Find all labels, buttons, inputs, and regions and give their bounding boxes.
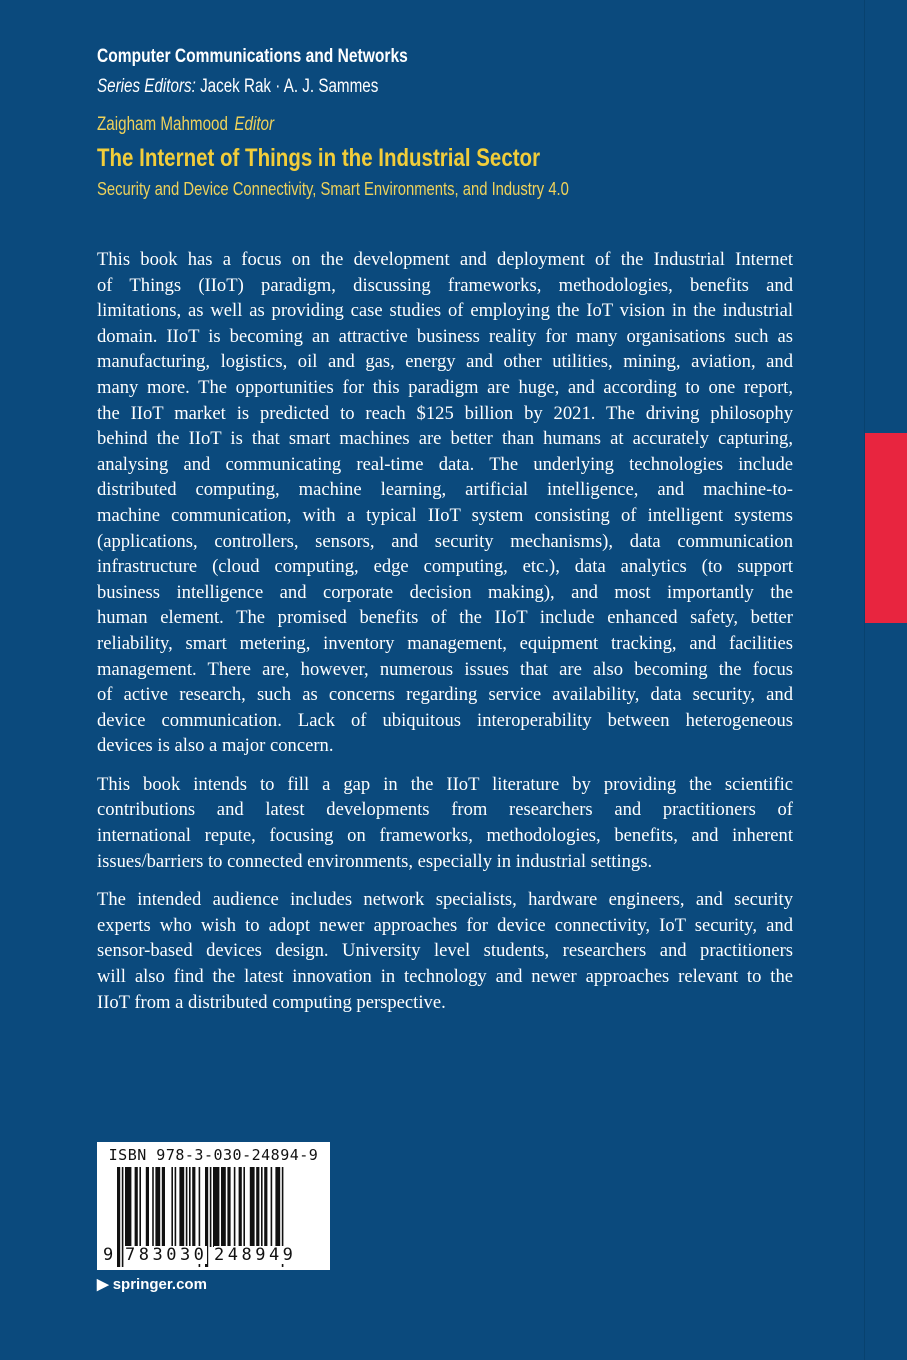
text-line: (applications, controllers, sensors, and security mechanisms), data communication bbox=[97, 530, 793, 552]
color-tab bbox=[865, 433, 907, 623]
text-line: reliability, smart metering, inventory management, equipment tracking, and facilities bbox=[97, 632, 793, 654]
paragraph bbox=[97, 772, 793, 874]
text-line: This book has a focus on the development and deployment of the Industrial Internet bbox=[97, 249, 793, 270]
barcode-bar bbox=[227, 1167, 230, 1247]
barcode-bar bbox=[261, 1167, 263, 1247]
text-line: distributed computing, machine learning, artificial intelligence, and machine-to- bbox=[97, 479, 793, 501]
text-line: experts who wish to adopt newer approaches for device connectivity, IoT security, and bbox=[97, 914, 793, 936]
spine-fold-line bbox=[864, 0, 865, 1360]
text-line: devices is also a major concern. bbox=[97, 735, 334, 757]
text-line: sensor-based devices design. University level students, researchers and practitioners bbox=[97, 940, 793, 962]
barcode-bar bbox=[250, 1167, 255, 1247]
series-editors-names: Jacek Rak · A. J. Sammes bbox=[200, 76, 379, 97]
publisher-link[interactable] bbox=[97, 1275, 207, 1293]
text-line: contributions and latest developments from researchers and practitioners of bbox=[97, 799, 793, 821]
text-line: business intelligence and corporate decision making), and most importantly the bbox=[97, 581, 793, 603]
paragraph bbox=[97, 887, 793, 1015]
barcode-bar bbox=[264, 1167, 267, 1247]
text-line: human element. The promised benefits of the IIoT include enhanced safety, better bbox=[97, 607, 793, 629]
barcode-bar bbox=[162, 1167, 165, 1247]
text-line: analysing and communicating real-time data. The underlying technologies include bbox=[97, 453, 793, 475]
text-line: domain. IIoT is becoming an attractive business reality for many organisations such as bbox=[97, 325, 793, 347]
barcode-bar bbox=[186, 1167, 188, 1247]
barcode-bar bbox=[192, 1167, 195, 1247]
barcode-bar bbox=[125, 1167, 131, 1247]
text-line: behind the IIoT is that smart machines are better than humans at accurately capturing, bbox=[97, 428, 793, 450]
book-title: The Internet of Things in the Industrial Sector bbox=[97, 144, 541, 172]
text-line: of active research, such as concerns regarding service availability, data security, and bbox=[97, 684, 793, 706]
text-line: management. There are, however, numerous issues that are also becoming the focus bbox=[97, 658, 793, 680]
editor-role: Editor bbox=[234, 114, 275, 135]
paragraph bbox=[97, 247, 793, 759]
text-line: will also find the latest innovation in technology and newer approaches relevant to the bbox=[97, 966, 793, 988]
text-line: device communication. Lack of ubiquitous interoperability between heterogeneous bbox=[97, 709, 793, 731]
blurb bbox=[97, 247, 793, 1028]
barcode-bar bbox=[152, 1167, 154, 1247]
text-line: issues/barriers to connected environments, especially in industrial settings. bbox=[97, 850, 653, 872]
barcode-digits-left: 783030 bbox=[125, 1245, 208, 1265]
barcode-bar bbox=[117, 1167, 120, 1267]
isbn-label: ISBN 978-3-030-24894-9 bbox=[108, 1146, 319, 1164]
barcode-digits-right: 248949 bbox=[214, 1245, 297, 1265]
barcode-bar bbox=[171, 1167, 173, 1247]
text-line: international repute, focusing on frameworks, methodologies, benefits, and inherent bbox=[97, 825, 793, 847]
barcode-bar bbox=[243, 1167, 245, 1247]
text-line: infrastructure (cloud computing, edge computing, etc.), data analytics (to support bbox=[97, 556, 793, 578]
series-editors-label: Series Editors: bbox=[97, 76, 196, 97]
publisher-url: springer.com bbox=[112, 1276, 207, 1293]
barcode-bar bbox=[239, 1167, 242, 1247]
text-line: machine communication, with a typical IIoT system consisting of intelligent systems bbox=[97, 504, 793, 526]
barcode-bar bbox=[155, 1167, 160, 1247]
barcode-digit-first: 9 bbox=[103, 1245, 114, 1265]
barcode-bar bbox=[135, 1167, 138, 1247]
editor-name: Zaigham Mahmood bbox=[97, 114, 228, 135]
editor-line bbox=[97, 114, 274, 136]
barcode-bar bbox=[189, 1167, 191, 1247]
barcode-bar bbox=[234, 1167, 236, 1247]
barcode-bar bbox=[213, 1167, 219, 1247]
barcode-bar bbox=[210, 1167, 212, 1247]
barcode-bar bbox=[139, 1167, 141, 1247]
text-line: This book intends to fill a gap in the IIoT literature by providing the scientific bbox=[97, 773, 793, 795]
barcode-bar bbox=[256, 1167, 259, 1247]
barcode-bar bbox=[221, 1167, 226, 1247]
text-line: limitations, as well as providing case studies of employing the IoT vision in the industrial bbox=[97, 300, 793, 322]
series-editors bbox=[97, 76, 378, 98]
series-title: Computer Communications and Networks bbox=[97, 46, 408, 67]
barcode-bar bbox=[175, 1167, 177, 1247]
text-line: The intended audience includes network specialists, hardware engineers, and security bbox=[97, 889, 793, 911]
book-subtitle: Security and Device Connectivity, Smart Environments, and Industry 4.0 bbox=[97, 178, 569, 199]
text-line: manufacturing, logistics, oil and gas, energy and other utilities, mining, aviation, and bbox=[97, 351, 793, 373]
text-line: of Things (IIoT) paradigm, discussing frameworks, methodologies, benefits and bbox=[97, 274, 793, 296]
text-line: many more. The opportunities for this paradigm are huge, and according to one report, bbox=[97, 376, 793, 398]
triangle-right-icon: ▶ bbox=[97, 1276, 109, 1293]
text-line: IIoT from a distributed computing perspective. bbox=[97, 991, 446, 1013]
barcode-bar bbox=[146, 1167, 149, 1247]
barcode-bar bbox=[122, 1167, 124, 1267]
barcode-bar bbox=[179, 1167, 184, 1247]
text-line: the IIoT market is predicted to reach $125 billion by 2021. The driving philosophy bbox=[97, 402, 793, 424]
barcode-bar bbox=[275, 1167, 280, 1247]
barcode-bar bbox=[271, 1167, 273, 1247]
isbn-barcode bbox=[97, 1142, 330, 1270]
